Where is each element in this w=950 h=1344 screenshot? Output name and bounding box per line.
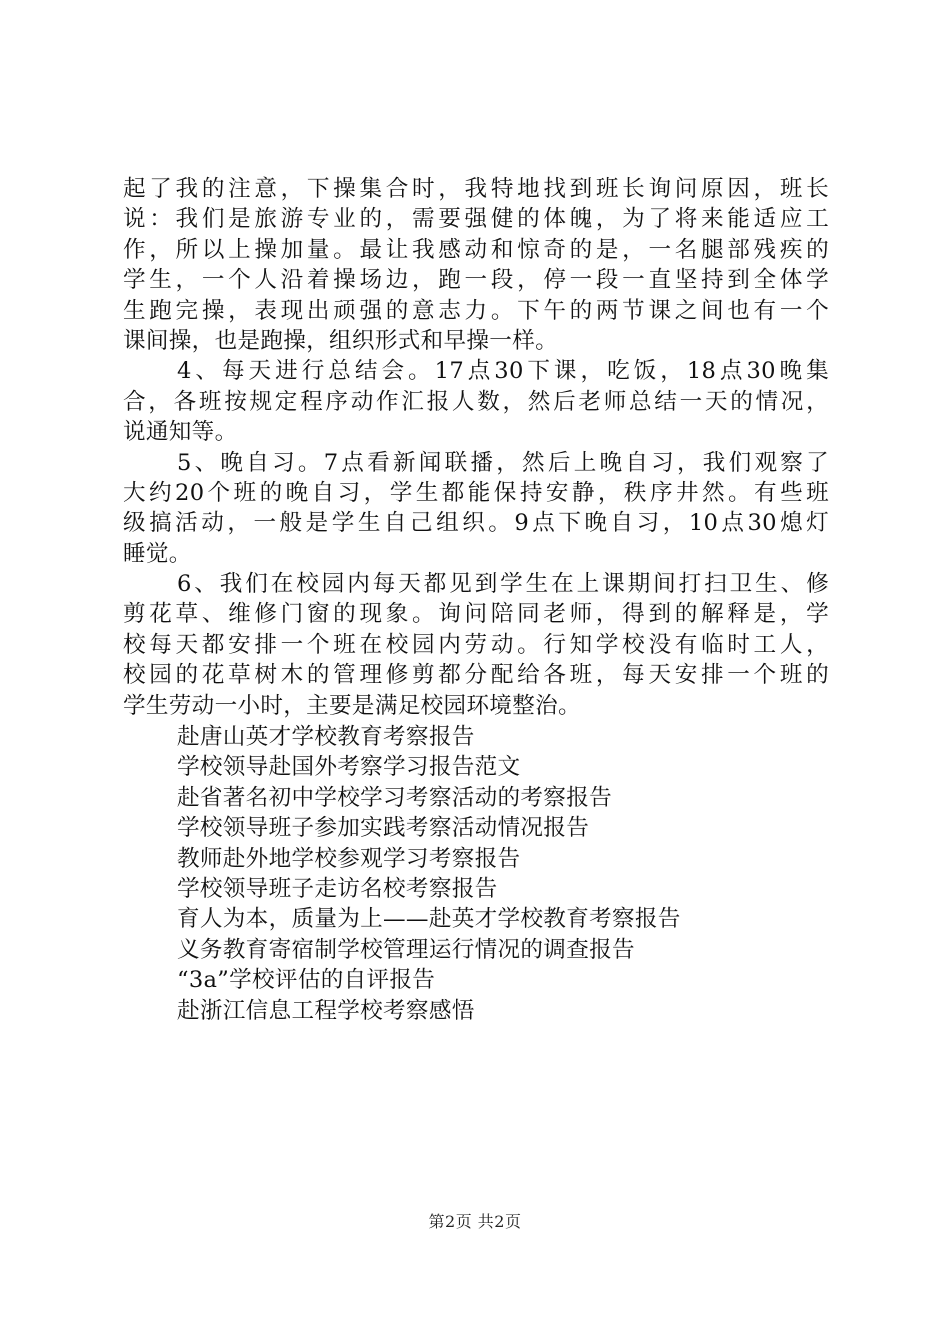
- related-link[interactable]: 学校领导班子走访名校考察报告: [177, 875, 498, 902]
- related-link[interactable]: 教师赴外地学校参观学习考察报告: [177, 845, 521, 872]
- related-link[interactable]: “3a”学校评估的自评报告: [177, 967, 436, 994]
- related-link[interactable]: 赴浙江信息工程学校考察感悟: [177, 997, 475, 1024]
- text-line: 学生劳动一小时，主要是满足校园环境整治。: [123, 692, 581, 719]
- text-line: 说：我们是旅游专业的，需要强健的体魄，为了将来能适应工: [123, 206, 829, 233]
- text-line: 剪花草、维修门窗的现象。询问陪同老师，得到的解释是，学: [123, 601, 829, 628]
- text-line: 课间操，也是跑操，组织形式和早操一样。: [123, 327, 558, 354]
- text-line: 作，所以上操加量。最让我感动和惊奇的是，一名腿部残疾的: [123, 236, 829, 263]
- text-line: 合，各班按规定程序动作汇报人数，然后老师总结一天的情况，: [123, 388, 829, 415]
- text-line: 6、我们在校园内每天都见到学生在上课期间打扫卫生、修: [177, 571, 829, 598]
- related-links-list: [177, 722, 827, 1026]
- related-link[interactable]: 义务教育寄宿制学校管理运行情况的调查报告: [177, 936, 635, 963]
- text-line: 级搞活动，一般是学生自己组织。9点下晚自习，10点30熄灯: [123, 510, 829, 537]
- related-link[interactable]: 学校领导赴国外考察学习报告范文: [177, 754, 521, 781]
- text-line: 说通知等。: [123, 419, 238, 446]
- related-link[interactable]: 赴省著名初中学校学习考察活动的考察报告: [177, 784, 612, 811]
- related-link[interactable]: 赴唐山英才学校教育考察报告: [177, 724, 475, 750]
- text-line: 校每天都安排一个班在校园内劳动。行知学校没有临时工人，: [123, 631, 829, 658]
- related-link[interactable]: 育人为本，质量为上——赴英才学校教育考察报告: [177, 906, 681, 933]
- text-line: 睡觉。: [123, 540, 192, 567]
- page-number-footer: 第2页 共2页: [428, 1212, 522, 1231]
- text-line: 学生，一个人沿着操场边，跑一段，停一段一直坚持到全体学: [123, 267, 829, 294]
- body-text: [123, 174, 829, 721]
- related-link[interactable]: 学校领导班子参加实践考察活动情况报告: [177, 815, 590, 842]
- text-line: 生跑完操，表现出顽强的意志力。下午的两节课之间也有一个: [123, 297, 829, 324]
- text-line: 5、晚自习。7点看新闻联播，然后上晚自习，我们观察了: [177, 449, 829, 476]
- text-line: 起了我的注意，下操集合时，我特地找到班长询问原因，班长: [123, 176, 829, 202]
- text-line: 大约20个班的晚自习，学生都能保持安静，秩序井然。有些班: [123, 479, 829, 506]
- text-line: 4、每天进行总结会。17点30下课，吃饭，18点30晚集: [177, 358, 829, 385]
- text-line: 校园的花草树木的管理修剪都分配给各班，每天安排一个班的: [123, 662, 829, 689]
